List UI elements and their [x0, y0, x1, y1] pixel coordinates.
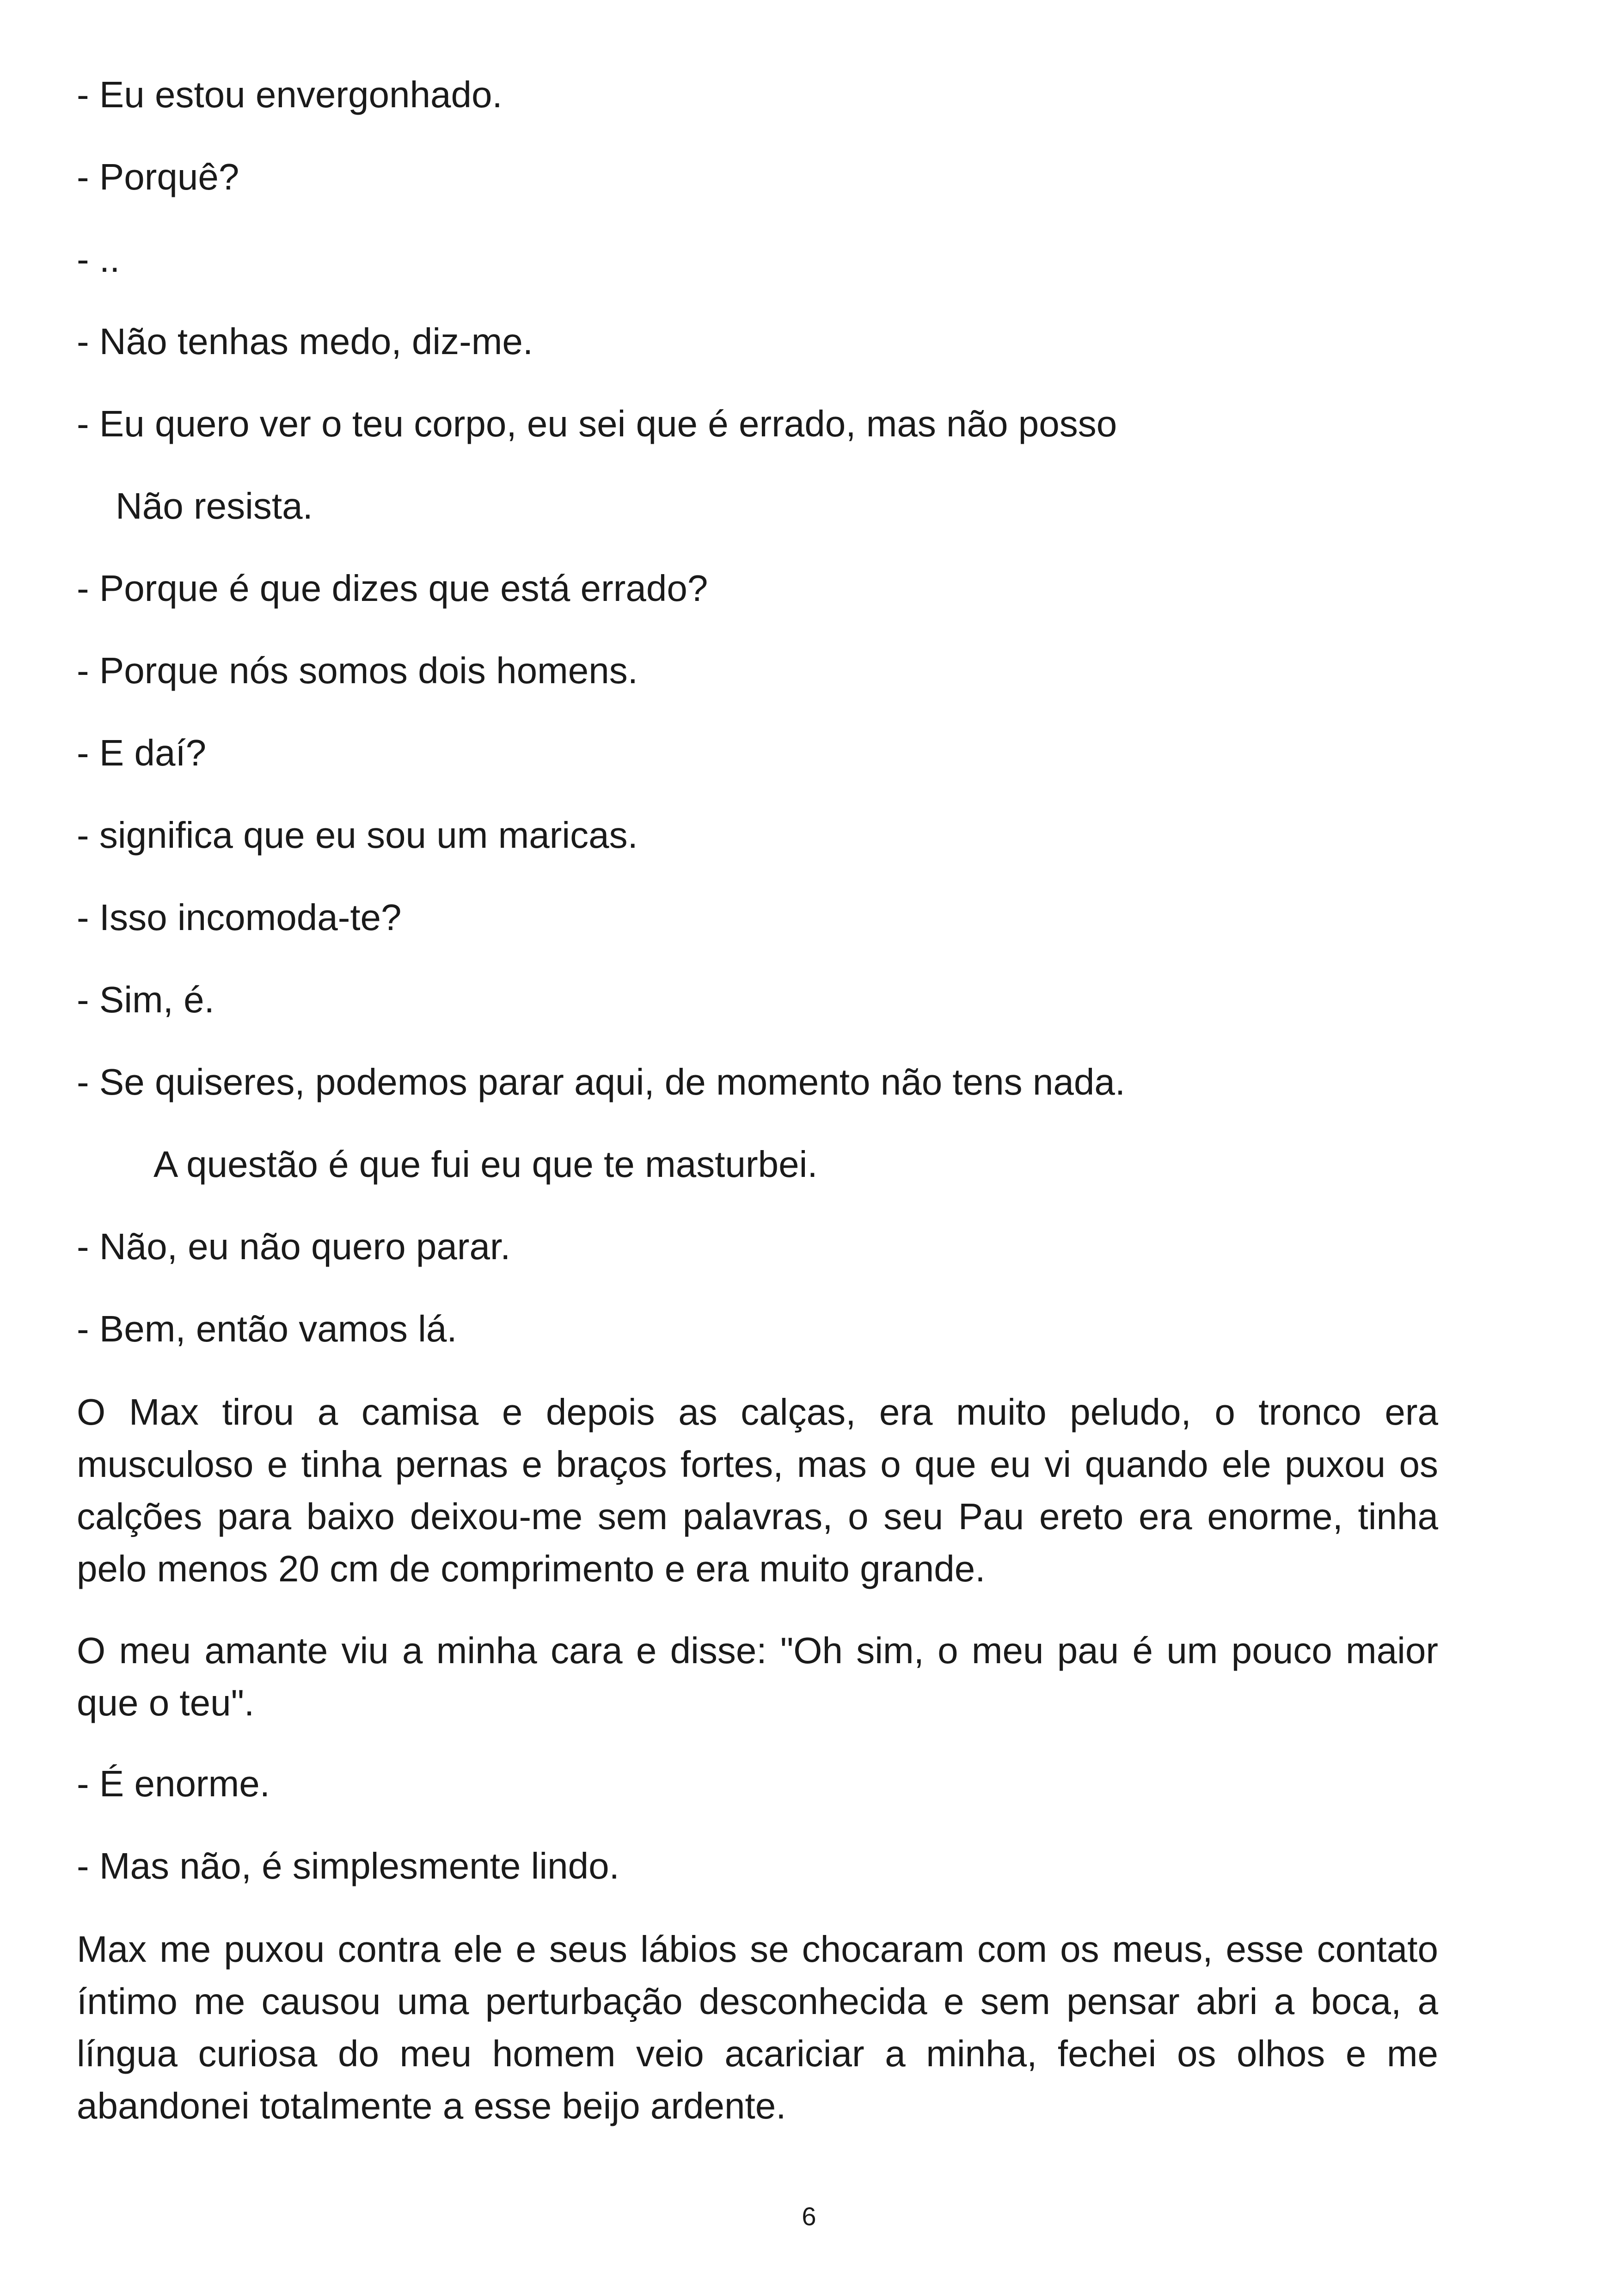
dialogue-line: - Eu estou envergonhado.	[77, 74, 503, 115]
dialogue-line: - Porquê?	[77, 156, 239, 197]
dialogue-line: - significa que eu sou um maricas.	[77, 814, 638, 856]
dialogue-line: - Bem, então vamos lá.	[77, 1308, 457, 1349]
narrative-paragraph: Max me puxou contra ele e seus lábios se chocaram com os meus, esse contato íntimo me causou uma perturbação desconhecida e sem pensar abri a boca, a língua curiosa do meu homem veio acariciar a minha, fechei os olhos e me abandonei totalmente a esse beijo ardente.	[77, 1929, 1438, 2126]
page-number: 6	[802, 2202, 816, 2231]
dialogue-line: - Mas não, é simplesmente lindo.	[77, 1845, 619, 1886]
narrative-paragraph: O meu amante viu a minha cara e disse: "Oh sim, o meu pau é um pouco maior que o teu".	[77, 1630, 1438, 1723]
dialogue-continuation: A questão é que fui eu que te masturbei.	[153, 1144, 818, 1185]
narrative-paragraph: O Max tirou a camisa e depois as calças, era muito peludo, o tronco era musculoso e tinha pernas e braços fortes, mas o que eu vi quando ele puxou os calções para baixo deixou-me sem palavras, o seu Pau ereto era enorme, tinha pelo menos 20 cm de comprimento e era muito grande.	[77, 1391, 1438, 1589]
dialogue-line: - E daí?	[77, 732, 207, 773]
page-text	[77, 69, 1438, 2161]
dialogue-line: - ..	[77, 239, 120, 280]
dialogue-line: - Não tenhas medo, diz-me.	[77, 321, 533, 362]
dialogue-line: - Sim, é.	[77, 979, 215, 1020]
dialogue-line: - É enorme.	[77, 1763, 270, 1804]
dialogue-line: - Eu quero ver o teu corpo, eu sei que é errado, mas não posso	[77, 403, 1117, 444]
dialogue-continuation: Não resista.	[116, 485, 313, 527]
dialogue-line: - Se quiseres, podemos parar aqui, de momento não tens nada.	[77, 1061, 1126, 1102]
dialogue-line: - Isso incomoda-te?	[77, 897, 402, 938]
dialogue-line: - Não, eu não quero parar.	[77, 1226, 511, 1267]
dialogue-line: - Porque é que dizes que está errado?	[77, 568, 708, 609]
dialogue-line: - Porque nós somos dois homens.	[77, 650, 638, 691]
